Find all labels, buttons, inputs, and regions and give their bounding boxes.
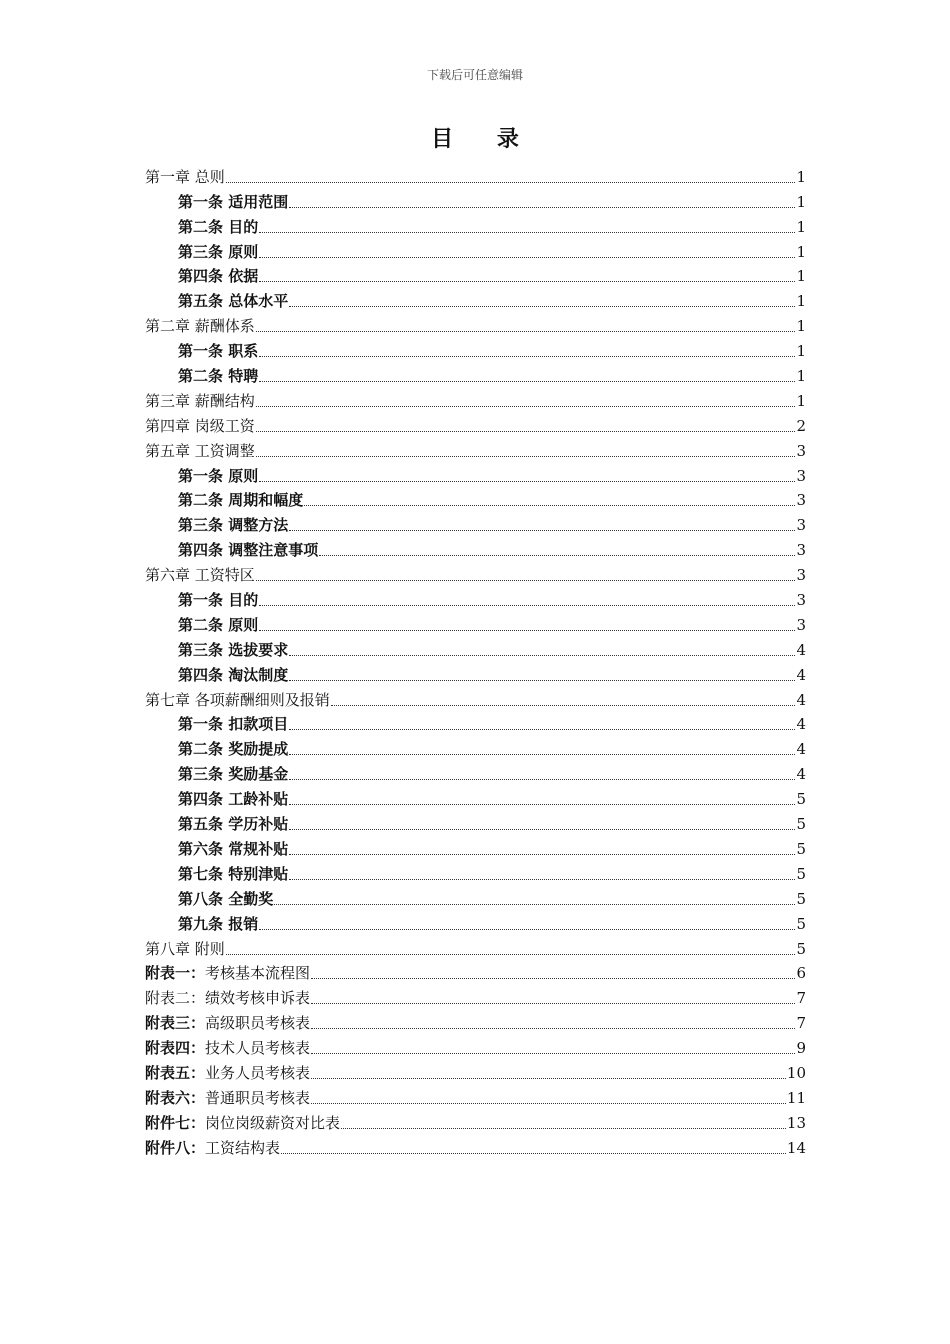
toc-entry-page-number: 1	[796, 267, 806, 286]
dot-leader	[341, 1128, 786, 1129]
toc-entry-text: 第三条 调整方法	[178, 516, 289, 535]
toc-entry-label	[145, 1013, 310, 1033]
toc-entry-chapter[interactable]	[145, 1058, 806, 1083]
toc-entry-label	[145, 316, 255, 336]
toc-entry-page-number: 3	[796, 566, 806, 585]
toc-entry-chapter[interactable]	[145, 411, 806, 436]
toc-entry-page-number: 14	[786, 1138, 806, 1157]
toc-entry-text: 第六章 工资特区	[145, 566, 255, 585]
dot-leader	[319, 555, 795, 556]
toc-entry-article[interactable]	[145, 759, 806, 784]
dot-leader	[289, 655, 795, 656]
toc-entry-text: 第九条 报销	[178, 914, 259, 933]
dot-leader	[256, 406, 796, 407]
dot-leader	[226, 954, 796, 955]
toc-entry-prefix: 附件七：	[145, 1113, 206, 1132]
dot-leader	[289, 306, 795, 307]
toc-entry-label	[178, 242, 258, 262]
toc-entry-text: 第八章 附则	[145, 939, 225, 958]
toc-entry-text: 第二条 特聘	[178, 367, 259, 386]
toc-entry-text: 第一条 职系	[178, 342, 259, 361]
toc-entry-prefix: 附表四：	[145, 1039, 206, 1058]
toc-entry-chapter[interactable]	[145, 1133, 806, 1158]
toc-entry-text: 第四条 依据	[178, 267, 259, 286]
toc-entry-label	[145, 441, 255, 461]
toc-entry-label	[145, 1088, 310, 1108]
toc-entry-article[interactable]	[145, 187, 806, 212]
toc-entry-label	[178, 789, 288, 809]
dot-leader	[259, 481, 795, 482]
toc-title: 目 录	[431, 126, 537, 152]
toc-entry-text: 岗位岗级薪资对比表	[205, 1113, 341, 1132]
toc-entry-page-number: 3	[796, 491, 806, 510]
toc-entry-chapter[interactable]	[145, 1083, 806, 1108]
toc-entry-article[interactable]	[145, 610, 806, 635]
toc-entry-label	[178, 590, 258, 610]
toc-entry-chapter[interactable]	[145, 959, 806, 984]
toc-entry-page-number: 3	[796, 615, 806, 634]
toc-entry-prefix: 附表五：	[145, 1063, 206, 1082]
toc-entry-chapter[interactable]	[145, 685, 806, 710]
toc-entry-label	[178, 640, 288, 660]
toc-entry-article[interactable]	[145, 486, 806, 511]
toc-entry-text: 第二条 周期和幅度	[178, 491, 304, 510]
toc-entry-page-number: 3	[796, 541, 806, 560]
toc-entry-text: 工资结构表	[205, 1138, 281, 1157]
toc-entry-page-number: 11	[786, 1088, 806, 1107]
toc-entry-page-number: 3	[796, 441, 806, 460]
toc-entry-page-number: 7	[796, 1014, 806, 1033]
toc-entry-article[interactable]	[145, 286, 806, 311]
toc-entry-label	[178, 291, 288, 311]
toc-entry-text: 第七条 特别津贴	[178, 864, 289, 883]
dot-leader	[289, 879, 795, 880]
dot-leader	[311, 1103, 786, 1104]
toc-entry-text: 第三条 奖励基金	[178, 765, 289, 784]
toc-entry-text: 第二条 原则	[178, 615, 259, 634]
dot-leader	[256, 431, 796, 432]
toc-entry-label	[145, 391, 255, 411]
toc-entry-label	[145, 1038, 310, 1058]
toc-entry-label	[178, 615, 258, 635]
toc-entry-text: 第一条 目的	[178, 591, 259, 610]
dot-leader	[226, 182, 796, 183]
toc-entry-chapter[interactable]	[145, 1033, 806, 1058]
toc-entry-page-number: 4	[796, 640, 806, 659]
toc-entry-page-number: 5	[796, 815, 806, 834]
toc-entry-label	[178, 192, 288, 212]
toc-entry-page-number: 3	[796, 591, 806, 610]
toc-entry-page-number: 5	[796, 790, 806, 809]
dot-leader	[311, 1078, 786, 1079]
dot-leader	[259, 381, 795, 382]
toc-entry-text: 第一章 总则	[145, 167, 225, 186]
toc-entry-chapter[interactable]	[145, 983, 806, 1008]
toc-entry-text: 第四条 工龄补贴	[178, 790, 289, 809]
toc-entry-label	[178, 764, 288, 784]
toc-entry-article[interactable]	[145, 859, 806, 884]
toc-entry-article[interactable]	[145, 535, 806, 560]
toc-entry-label	[178, 814, 288, 834]
toc-entry-page-number: 9	[796, 1039, 806, 1058]
dot-leader	[256, 456, 796, 457]
toc-entry-label	[145, 416, 255, 436]
toc-entry-article[interactable]	[145, 909, 806, 934]
toc-entry-text: 第三条 原则	[178, 242, 259, 261]
dot-leader	[289, 829, 795, 830]
dot-leader	[281, 1153, 786, 1154]
toc-entry-label	[178, 366, 258, 386]
toc-entry-article[interactable]	[145, 710, 806, 735]
toc-entry-prefix: 附表六：	[145, 1088, 206, 1107]
toc-entry-label	[178, 490, 303, 510]
toc-entry-text: 第五章 工资调整	[145, 441, 255, 460]
toc-entry-label	[145, 1113, 340, 1133]
toc-entry-label	[178, 665, 288, 685]
toc-entry-chapter[interactable]	[145, 1108, 806, 1133]
toc-entry-label	[178, 466, 258, 486]
toc-entry-article[interactable]	[145, 734, 806, 759]
toc-entry-chapter[interactable]	[145, 560, 806, 585]
dot-leader	[259, 232, 795, 233]
toc-entry-prefix: 附件八：	[145, 1138, 206, 1157]
toc-entry-article[interactable]	[145, 237, 806, 262]
toc-entry-text: 第二章 薪酬体系	[145, 317, 255, 336]
toc-entry-page-number: 1	[796, 342, 806, 361]
dot-leader	[311, 1028, 795, 1029]
dot-leader	[311, 978, 795, 979]
toc-entry-article[interactable]	[145, 660, 806, 685]
toc-entry-page-number: 1	[796, 317, 806, 336]
toc-entry-page-number: 1	[796, 217, 806, 236]
toc-entry-label	[178, 739, 288, 759]
toc-entry-label	[178, 889, 273, 909]
dot-leader	[259, 929, 795, 930]
toc-entry-page-number: 5	[796, 839, 806, 858]
toc-entry-page-number: 1	[796, 167, 806, 186]
dot-leader	[289, 530, 795, 531]
dot-leader	[256, 580, 796, 581]
toc-entry-label	[178, 341, 258, 361]
dot-leader	[289, 729, 795, 730]
toc-entry-page-number: 1	[796, 192, 806, 211]
toc-entry-label	[178, 914, 258, 934]
toc-entry-page-number: 10	[786, 1063, 806, 1082]
toc-entry-text: 第四条 淘汰制度	[178, 665, 289, 684]
toc-entry-article[interactable]	[145, 635, 806, 660]
toc-entry-article[interactable]	[145, 336, 806, 361]
dot-leader	[259, 605, 795, 606]
toc-entry-page-number: 7	[796, 989, 806, 1008]
dot-leader	[311, 1003, 795, 1004]
toc-entry-text: 第四章 岗级工资	[145, 416, 255, 435]
toc-entry-page-number: 5	[796, 864, 806, 883]
toc-entry-label	[145, 1063, 310, 1083]
toc-entry-chapter[interactable]	[145, 1008, 806, 1033]
page-header: 下载后可任意编辑	[426, 68, 523, 82]
toc-entry-page-number: 13	[786, 1113, 806, 1132]
toc-entry-page-number: 4	[796, 715, 806, 734]
toc-entry-page-number: 6	[796, 964, 806, 983]
toc-entry-label	[145, 963, 310, 983]
toc-entry-label	[178, 839, 288, 859]
toc-entry-page-number: 1	[796, 242, 806, 261]
toc-entry-page-number: 2	[796, 416, 806, 435]
dot-leader	[311, 1053, 795, 1054]
dot-leader	[289, 680, 795, 681]
toc-entry-page-number: 1	[796, 367, 806, 386]
toc-entry-text: 第七章 各项薪酬细则及报销	[145, 690, 330, 709]
toc-entry-text: 第二条 目的	[178, 217, 259, 236]
toc-entry-prefix: 附表二：	[145, 989, 206, 1008]
toc-entry-page-number: 5	[796, 939, 806, 958]
toc-entry-label	[145, 1138, 280, 1158]
toc-entry-text: 第四条 调整注意事项	[178, 541, 319, 560]
toc-entry-chapter[interactable]	[145, 162, 806, 187]
toc-entry-page-number: 4	[796, 765, 806, 784]
toc-entry-page-number: 3	[796, 516, 806, 535]
table-of-contents	[145, 162, 806, 1158]
toc-entry-text: 普通职员考核表	[205, 1088, 311, 1107]
toc-entry-label	[178, 515, 288, 535]
toc-entry-text: 第二条 奖励提成	[178, 740, 289, 759]
dot-leader	[289, 779, 795, 780]
toc-entry-prefix: 附表一：	[145, 964, 206, 983]
toc-entry-chapter[interactable]	[145, 436, 806, 461]
toc-entry-text: 考核基本流程图	[205, 964, 311, 983]
toc-entry-label	[145, 988, 310, 1008]
dot-leader	[289, 754, 795, 755]
dot-leader	[259, 356, 795, 357]
toc-entry-article[interactable]	[145, 510, 806, 535]
toc-entry-chapter[interactable]	[145, 311, 806, 336]
toc-entry-label	[178, 864, 288, 884]
toc-entry-article[interactable]	[145, 461, 806, 486]
toc-entry-chapter[interactable]	[145, 386, 806, 411]
toc-entry-page-number: 3	[796, 466, 806, 485]
toc-entry-prefix: 附表三：	[145, 1014, 206, 1033]
toc-entry-article[interactable]	[145, 884, 806, 909]
toc-entry-article[interactable]	[145, 262, 806, 287]
dot-leader	[289, 804, 795, 805]
toc-entry-article[interactable]	[145, 361, 806, 386]
dot-leader	[289, 854, 795, 855]
toc-entry-label	[145, 565, 255, 585]
dot-leader	[259, 630, 795, 631]
toc-entry-article[interactable]	[145, 784, 806, 809]
toc-entry-label	[145, 939, 225, 959]
toc-entry-label	[178, 714, 288, 734]
toc-entry-text: 第一条 适用范围	[178, 192, 289, 211]
dot-leader	[256, 331, 796, 332]
toc-entry-label	[145, 167, 225, 187]
toc-entry-label	[178, 266, 258, 286]
toc-entry-article[interactable]	[145, 212, 806, 237]
toc-entry-text: 技术人员考核表	[205, 1039, 311, 1058]
toc-entry-page-number: 1	[796, 292, 806, 311]
toc-entry-text: 第一条 扣款项目	[178, 715, 289, 734]
toc-entry-page-number: 5	[796, 914, 806, 933]
toc-entry-article[interactable]	[145, 809, 806, 834]
dot-leader	[289, 207, 795, 208]
toc-entry-label	[178, 217, 258, 237]
toc-entry-text: 第五条 总体水平	[178, 292, 289, 311]
toc-entry-page-number: 5	[796, 889, 806, 908]
toc-entry-text: 第三章 薪酬结构	[145, 391, 255, 410]
toc-entry-text: 第八条 全勤奖	[178, 889, 274, 908]
dot-leader	[331, 705, 796, 706]
dot-leader	[259, 257, 795, 258]
toc-entry-page-number: 4	[796, 665, 806, 684]
toc-entry-article[interactable]	[145, 585, 806, 610]
toc-entry-label	[178, 540, 318, 560]
toc-entry-chapter[interactable]	[145, 934, 806, 959]
toc-entry-text: 第三条 选拔要求	[178, 640, 289, 659]
toc-entry-page-number: 1	[796, 391, 806, 410]
toc-entry-label	[145, 690, 330, 710]
toc-entry-text: 绩效考核申诉表	[205, 989, 311, 1008]
toc-entry-article[interactable]	[145, 834, 806, 859]
dot-leader	[304, 505, 795, 506]
toc-entry-text: 第六条 常规补贴	[178, 839, 289, 858]
toc-entry-page-number: 4	[796, 690, 806, 709]
toc-entry-text: 高级职员考核表	[205, 1014, 311, 1033]
toc-entry-page-number: 4	[796, 740, 806, 759]
toc-entry-text: 业务人员考核表	[205, 1063, 311, 1082]
dot-leader	[274, 904, 795, 905]
toc-entry-text: 第一条 原则	[178, 466, 259, 485]
dot-leader	[259, 281, 795, 282]
toc-entry-text: 第五条 学历补贴	[178, 815, 289, 834]
